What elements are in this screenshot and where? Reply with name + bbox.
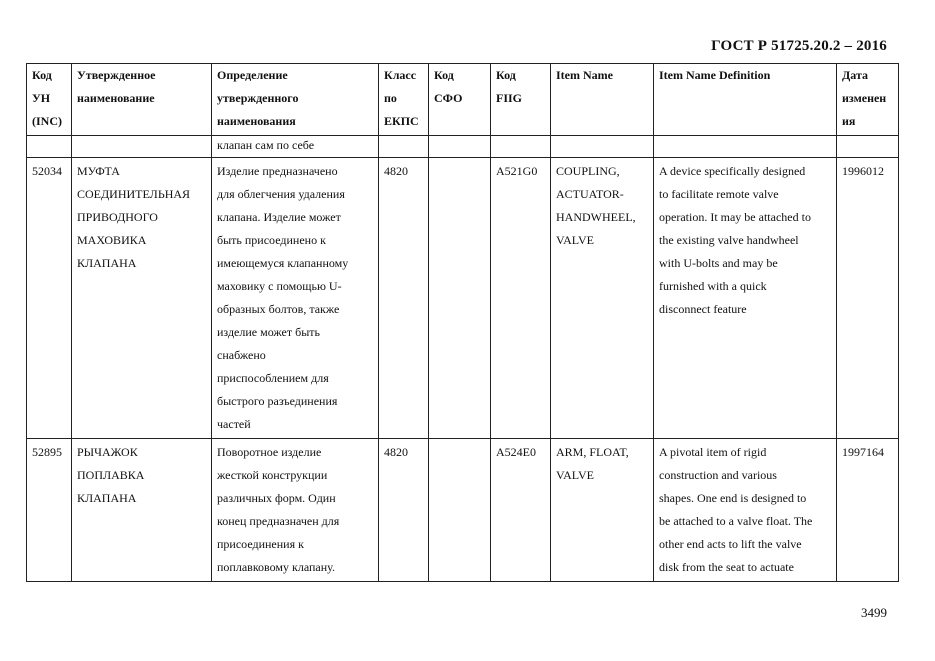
- text-line: Код: [32, 68, 52, 82]
- text-line: быстрого разъединения: [217, 394, 338, 408]
- text-line: Item Name Definition: [659, 68, 771, 82]
- cell-item-name: [551, 439, 654, 582]
- text-line: СОЕДИНИТЕЛЬНАЯ: [77, 187, 191, 201]
- cell-change-date: 1997164: [837, 439, 899, 582]
- cell-ekps-class: 4820: [379, 158, 429, 439]
- text-line: УН: [32, 91, 51, 105]
- text-line: жесткой конструкции: [217, 468, 328, 482]
- text-line: приспособлением для: [217, 371, 329, 385]
- text-line: Item Name: [556, 68, 613, 82]
- table-header-row: [27, 64, 899, 136]
- text-line: Утвержденное: [77, 68, 156, 82]
- page-number: 3499: [861, 605, 887, 620]
- text-line: изделие может быть: [217, 325, 320, 339]
- text-line: Определение: [217, 68, 288, 82]
- text-line: конец предназначен для: [217, 514, 340, 528]
- cell-fiig-code: A521G0: [491, 158, 551, 439]
- text-line: частей: [217, 417, 251, 431]
- header-ekps-class: [379, 64, 429, 136]
- header-inc: [27, 64, 72, 136]
- text-line: для облегчения удаления: [217, 187, 345, 201]
- text-line: shapes. One end is designed to: [659, 491, 807, 505]
- text-line: ия: [842, 114, 856, 128]
- text-line: other end acts to lift the valve: [659, 537, 802, 551]
- cell-fiig-code: A524E0: [491, 439, 551, 582]
- text-line: VALVE: [556, 468, 595, 482]
- standard-header: ГОСТ Р 51725.20.2 – 2016: [711, 38, 887, 54]
- text-line: FIIG: [496, 91, 523, 105]
- text-line: construction and various: [659, 468, 777, 482]
- header-fiig-code: [491, 64, 551, 136]
- cell-approved-name: [72, 158, 212, 439]
- header-item-name: [551, 64, 654, 136]
- text-line: снабжено: [217, 348, 266, 362]
- text-line: МУФТА: [77, 164, 120, 178]
- text-line: ПРИВОДНОГО: [77, 210, 158, 224]
- text-line: the existing valve handwheel: [659, 233, 799, 247]
- header-approved-name: [72, 64, 212, 136]
- header-sfo-code: [429, 64, 491, 136]
- cell-item-name-definition: [654, 439, 837, 582]
- item-catalog-table: [26, 63, 899, 582]
- text-line: поплавковому клапану.: [217, 560, 335, 574]
- text-line: по: [384, 91, 397, 105]
- table-row: [27, 439, 899, 582]
- text-line: with U-bolts and may be: [659, 256, 778, 270]
- cell-change-date: 1996012: [837, 158, 899, 439]
- text-line: утвержденного: [217, 91, 299, 105]
- text-line: be attached to a valve float. The: [659, 514, 813, 528]
- text-line: ACTUATOR-: [556, 187, 624, 201]
- cell-sfo-code: [429, 158, 491, 439]
- text-line: изменен: [842, 91, 887, 105]
- text-line: A device specifically designed: [659, 164, 806, 178]
- header-change-date: [837, 64, 899, 136]
- text-line: Дата: [842, 68, 868, 82]
- text-line: КЛАПАНА: [77, 491, 137, 505]
- text-line: имеющемуся клапанному: [217, 256, 349, 270]
- text-line: быть присоединено к: [217, 233, 326, 247]
- cell-definition: [212, 158, 379, 439]
- continuation-row: [27, 136, 899, 158]
- text-line: Код: [434, 68, 454, 82]
- text-line: РЫЧАЖОК: [77, 445, 138, 459]
- text-line: образных болтов, также: [217, 302, 340, 316]
- text-line: (INC): [32, 114, 62, 128]
- text-line: to facilitate remote valve: [659, 187, 779, 201]
- text-line: A pivotal item of rigid: [659, 445, 767, 459]
- cell-item-name-definition: [654, 158, 837, 439]
- text-line: disk from the seat to actuate: [659, 560, 794, 574]
- text-line: Изделие предназначено: [217, 164, 338, 178]
- text-line: COUPLING,: [556, 164, 620, 178]
- cell-approved-name: [72, 439, 212, 582]
- cell-inc: 52034: [27, 158, 72, 439]
- text-line: disconnect feature: [659, 302, 747, 316]
- cell-item-name: [551, 158, 654, 439]
- text-line: клапана. Изделие может: [217, 210, 341, 224]
- text-line: ЕКПС: [384, 114, 419, 128]
- text-line: присоединения к: [217, 537, 304, 551]
- cell-definition: [212, 439, 379, 582]
- header-definition: [212, 64, 379, 136]
- text-line: различных форм. Один: [217, 491, 336, 505]
- cell-sfo-code: [429, 439, 491, 582]
- continuation-definition: клапан сам по себе: [212, 136, 379, 158]
- text-line: ARM, FLOAT,: [556, 445, 629, 459]
- text-line: МАХОВИКА: [77, 233, 147, 247]
- cell-inc: 52895: [27, 439, 72, 582]
- text-line: КЛАПАНА: [77, 256, 137, 270]
- text-line: наименования: [217, 114, 296, 128]
- text-line: ПОПЛАВКА: [77, 468, 145, 482]
- table-row: [27, 158, 899, 439]
- text-line: Поворотное изделие: [217, 445, 322, 459]
- text-line: наименование: [77, 91, 155, 105]
- text-line: HANDWHEEL,: [556, 210, 636, 224]
- text-line: operation. It may be attached to: [659, 210, 811, 224]
- text-line: СФО: [434, 91, 463, 105]
- text-line: маховику с помощью U-: [217, 279, 342, 293]
- text-line: VALVE: [556, 233, 595, 247]
- cell-ekps-class: 4820: [379, 439, 429, 582]
- text-line: Код: [496, 68, 516, 82]
- text-line: Класс: [384, 68, 417, 82]
- text-line: furnished with a quick: [659, 279, 767, 293]
- header-item-name-definition: [654, 64, 837, 136]
